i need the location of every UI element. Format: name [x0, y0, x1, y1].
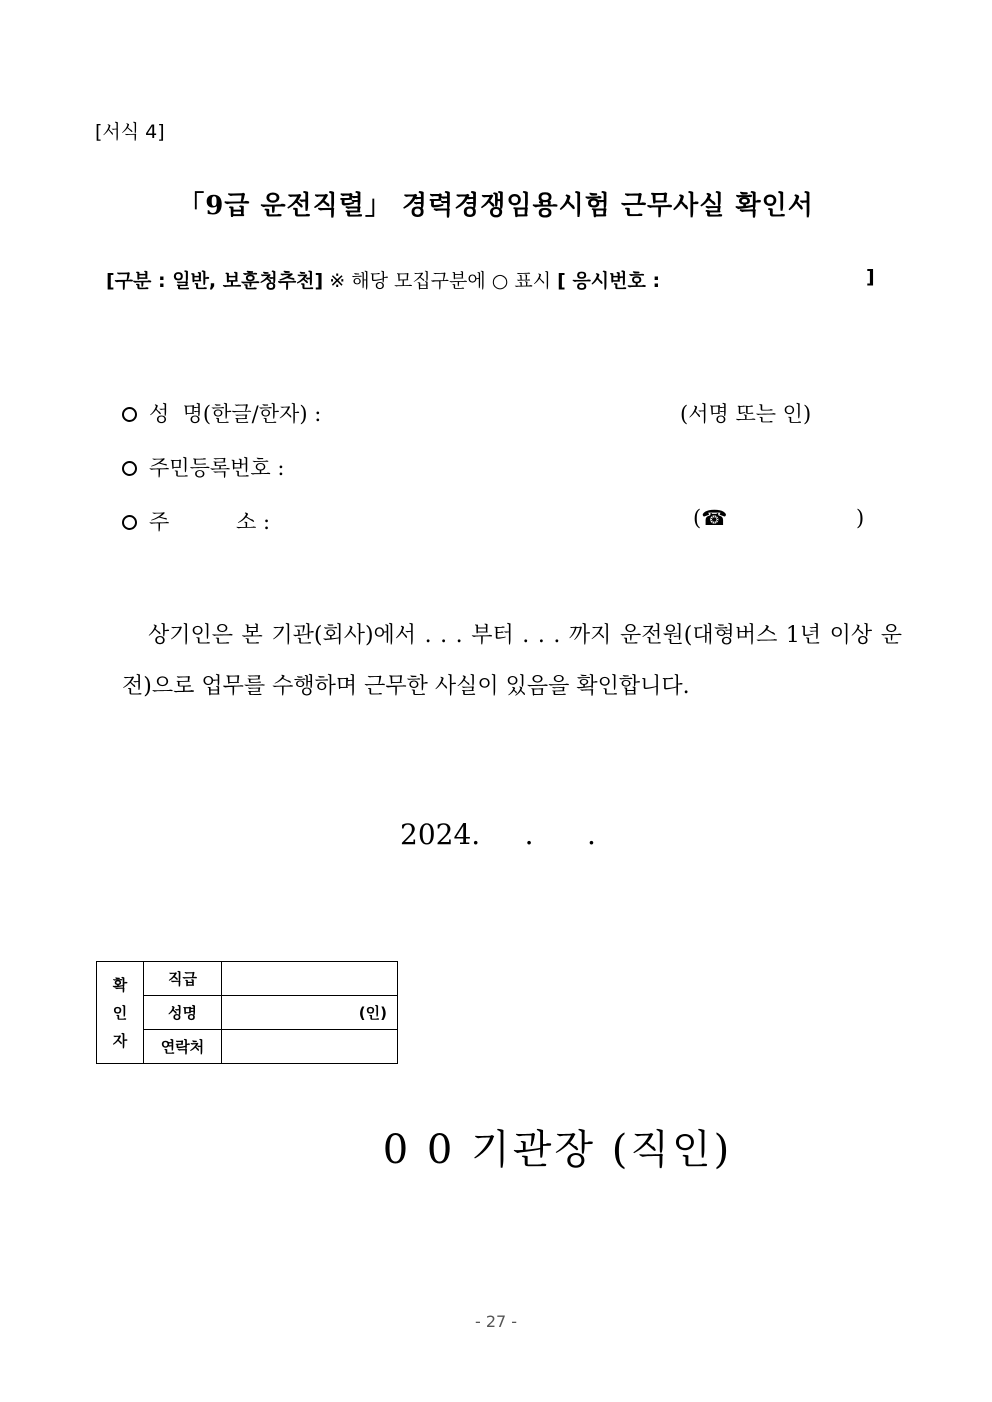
contact-label: 연락처 — [144, 1030, 222, 1064]
date: 2024. . . — [400, 818, 596, 851]
page-number: - 27 - — [474, 1312, 518, 1331]
circle-bullet-icon — [122, 515, 137, 530]
name-field — [122, 398, 321, 428]
phone-open: (☎ — [693, 506, 728, 530]
category-note: ※ 해당 모집구분에 ○ 표시 — [329, 270, 552, 292]
confirmer-side-char: 인 — [112, 1003, 128, 1022]
form-number: [서식 4] — [95, 121, 165, 143]
name-label: 성 명(한글/한자) : — [149, 402, 322, 426]
circle-bullet-icon — [122, 461, 137, 476]
address-label: 주 소 : — [149, 510, 271, 534]
confirmer-name-value: (인) — [222, 996, 398, 1030]
rank-value — [222, 962, 398, 996]
confirmer-side-char: 확 — [112, 975, 128, 994]
rank-label: 직급 — [144, 962, 222, 996]
body-paragraph: 상기인은 본 기관(회사)에서 . . . 부터 . . . 까지 운전원(대형버스 1년 이상 운전)으로 업무를 수행하며 근무한 사실이 있음을 확인합니다. — [122, 623, 902, 699]
institution-chief: 0 0 기관장 (직인) — [382, 1127, 733, 1173]
address-field — [122, 506, 270, 536]
id-number-field — [122, 452, 284, 482]
phone-close: ) — [856, 506, 865, 530]
confirmer-side-char: 자 — [112, 1031, 128, 1050]
confirmer-side-label — [97, 962, 144, 1064]
exam-number-close — [866, 266, 875, 288]
id-number-label: 주민등록번호 : — [149, 456, 285, 480]
signature-note: (서명 또는 인) — [680, 402, 812, 426]
category-label: [구분 : 일반, 보훈청추천] — [106, 270, 324, 292]
document-title: 「9급 운전직렬」 경력경쟁임용시험 근무사실 확인서 — [178, 191, 814, 221]
exam-number-bracket: ] — [866, 266, 875, 288]
contact-value — [222, 1030, 398, 1064]
circle-bullet-icon — [122, 407, 137, 422]
category-line — [106, 266, 660, 293]
exam-number-label: [ 응시번호 : — [557, 270, 661, 292]
confirmer-name-label: 성명 — [144, 996, 222, 1030]
confirmer-table — [96, 961, 398, 1064]
